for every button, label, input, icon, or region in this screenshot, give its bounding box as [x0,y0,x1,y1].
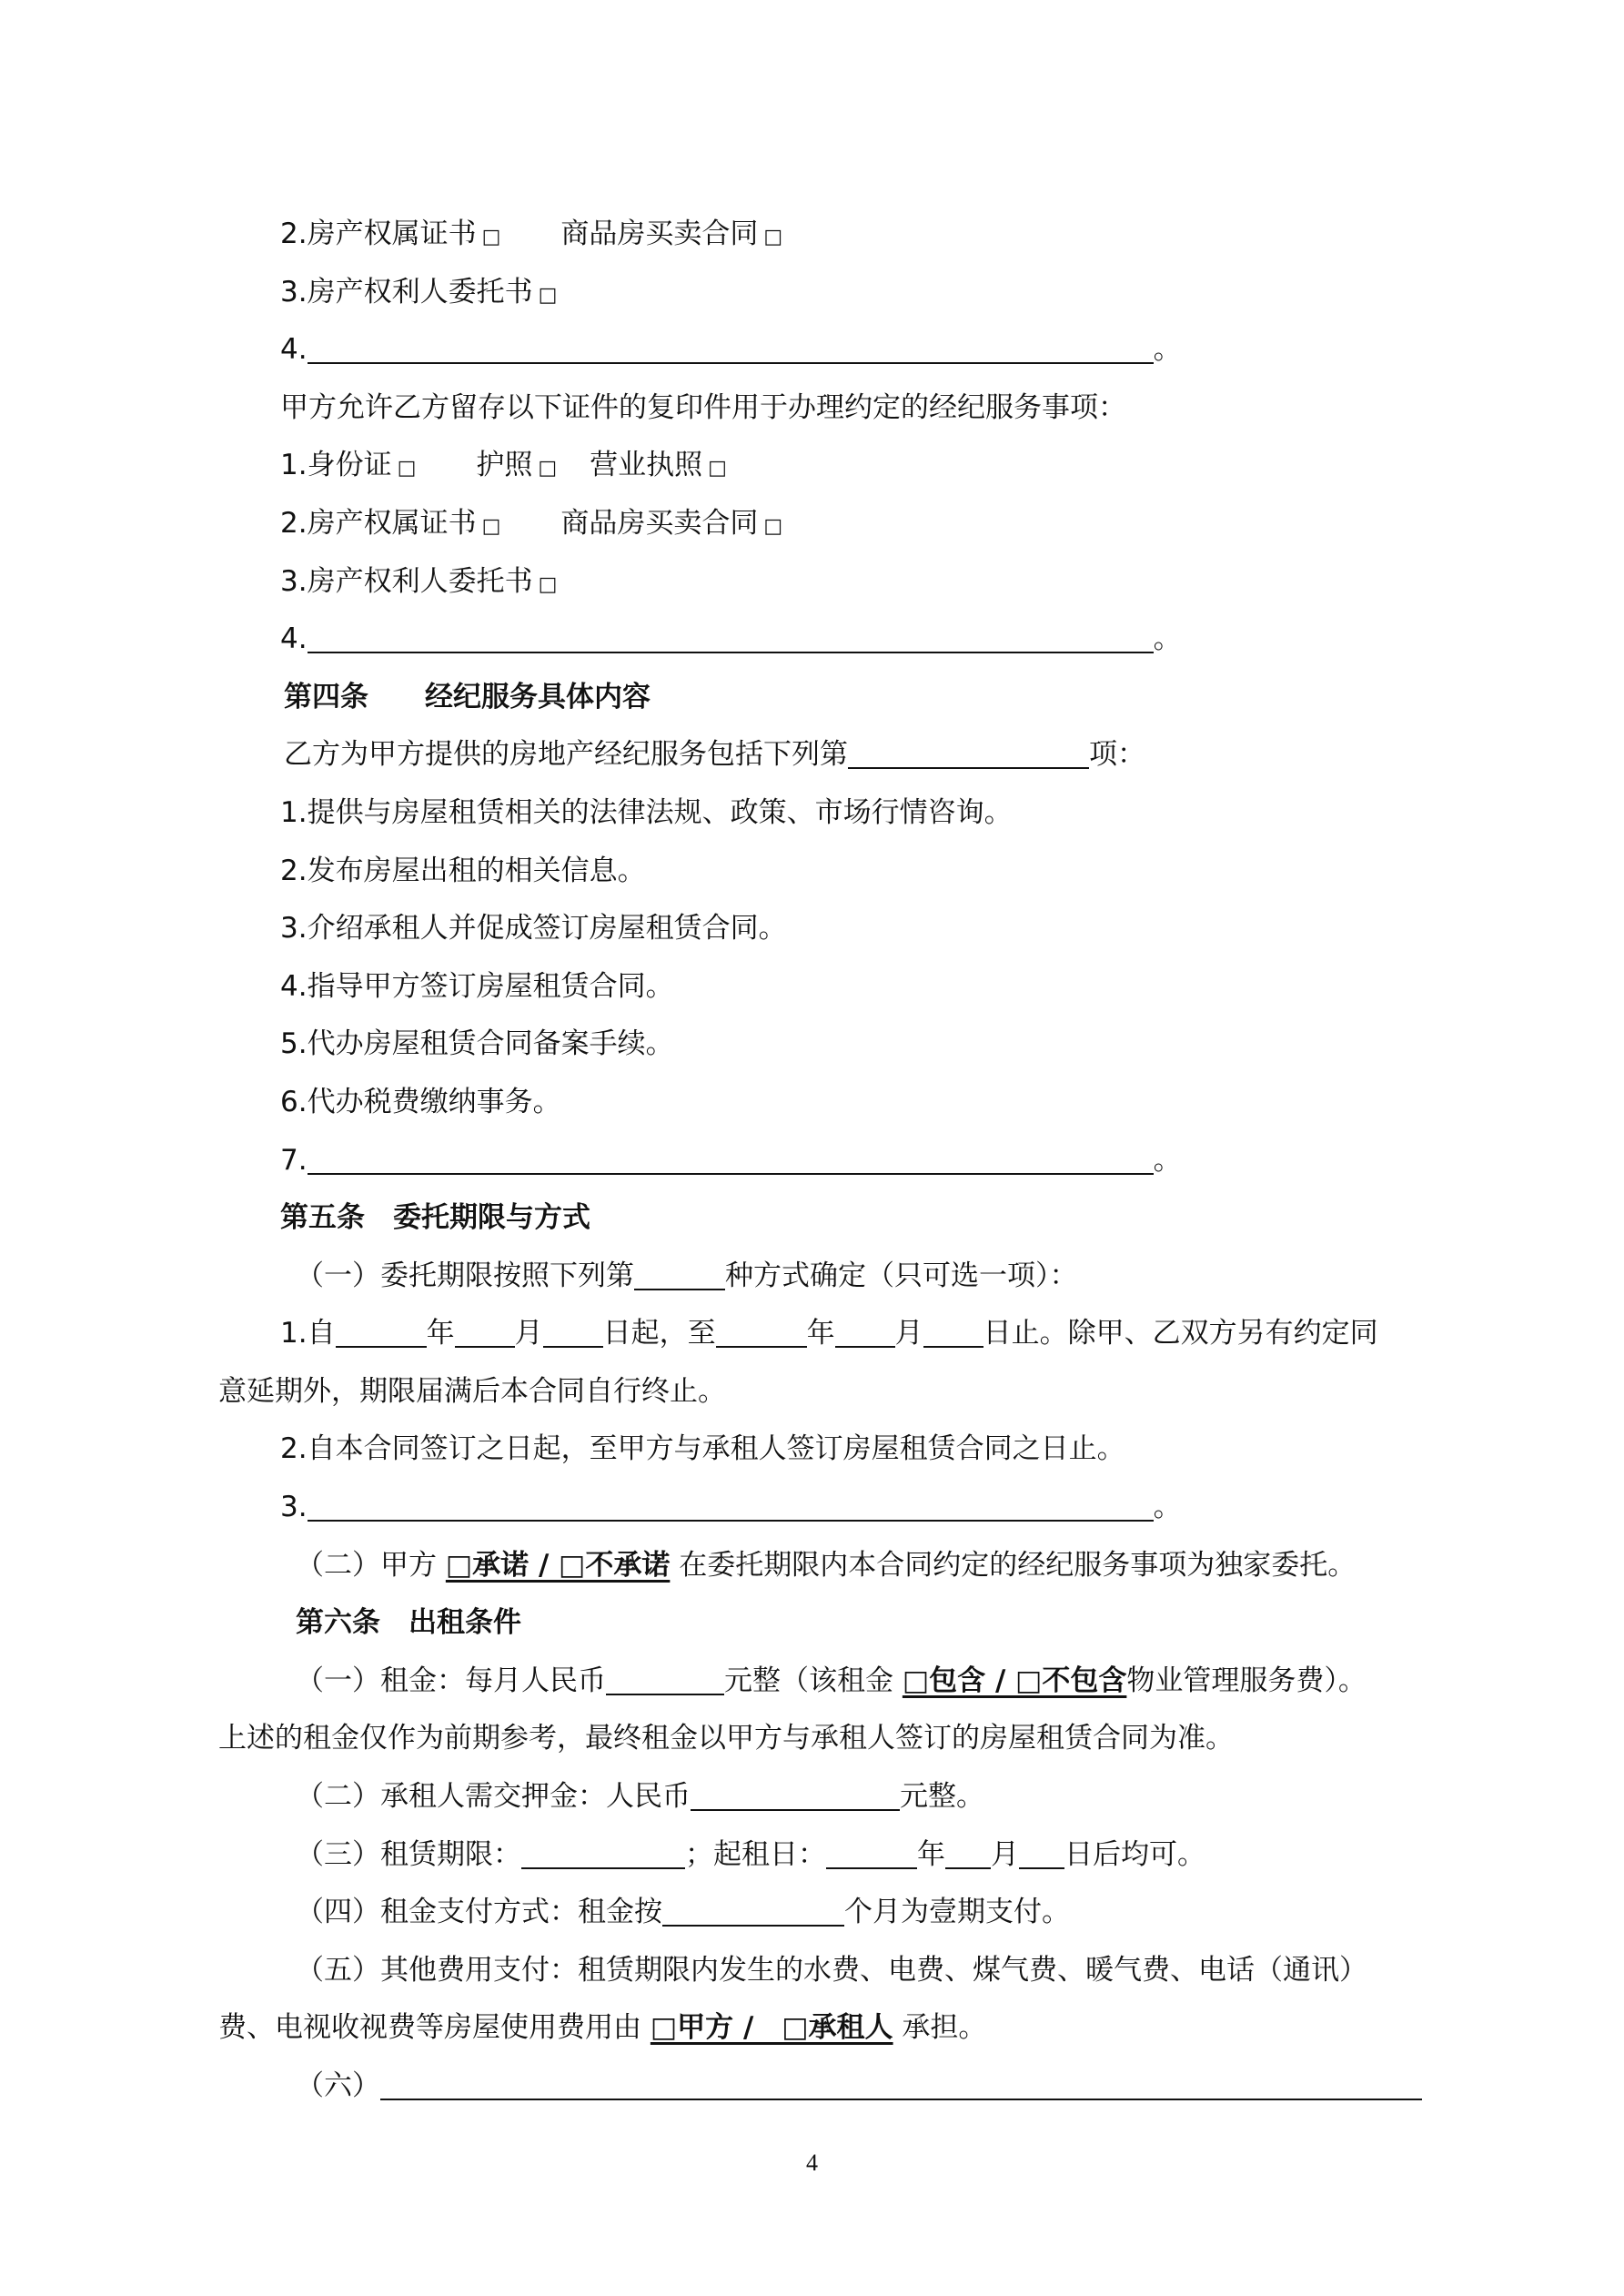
checkbox[interactable]: □ [397,457,417,480]
text: 日止。除甲、乙双方另有约定同 [983,1317,1378,1350]
text: 年 [806,1317,835,1350]
line [0,1479,1624,1537]
section-heading: 第五条 委托期限与方式 [280,1201,590,1235]
line [0,1653,1624,1711]
text: 元整。 [900,1780,984,1814]
line: 6.代办税费缴纳事务。 [280,1085,561,1118]
blank-field[interactable] [543,1310,603,1348]
page-number: 4 [806,2149,818,2176]
line: 3.介绍承租人并促成签订房屋租赁合同。 [280,912,787,946]
text: ；起租日： [685,1837,826,1871]
line [0,611,1624,669]
line [0,437,1624,495]
text: 月 [514,1317,543,1350]
blank-field[interactable] [945,1831,991,1869]
line [0,553,1624,612]
line [0,206,1624,264]
text: 1.身份证 [280,449,392,482]
checkbox[interactable]: □ [763,226,783,248]
checkbox[interactable]: □ [481,226,501,248]
text: 日后均可。 [1064,1837,1205,1871]
text: 甲方允许乙方留存以下证件的复印件用于办理约定的经纪服务事项： [280,390,1126,424]
line: 4.指导甲方签订房屋租赁合同。 [280,969,674,1003]
blank-field[interactable] [380,2062,1422,2100]
text: 承担。 [902,2011,987,2045]
text: 年 [917,1837,945,1871]
text: 元整（该租金 [724,1664,893,1697]
line: （五）其他费用支付：租赁期限内发生的水费、电费、煤气费、暖气费、电话（通讯） [296,1953,1367,1987]
blank-field[interactable] [308,1483,1154,1522]
line: 2.自本合同签订之日起，至甲方与承租人签订房屋租赁合同之日止。 [280,1432,1125,1466]
text: 3.房产权利人委托书 [280,564,533,598]
text: 7. [280,1143,308,1177]
checkbox[interactable]: □ [538,283,558,307]
blank-field[interactable] [835,1310,895,1348]
text: 费、电视收视费等房屋使用费用由 [218,2011,641,2045]
blank-field[interactable] [308,615,1154,653]
line [0,1305,1624,1363]
blank-field[interactable] [848,731,1089,769]
text: 4. [280,333,308,367]
blank-field[interactable] [1019,1831,1064,1869]
line [0,726,1624,784]
checkbox[interactable]: □ [763,514,783,538]
blank-field[interactable] [606,1657,724,1695]
blank-field[interactable] [826,1831,917,1869]
text: 4. [280,622,308,656]
text: 3. [280,1491,308,1524]
checkbox[interactable]: □ [481,514,501,538]
commitment-option[interactable]: □承诺 / □不承诺 [445,1548,671,1582]
line [0,1132,1624,1190]
text: （四）租金支付方式：租金按 [296,1896,662,1929]
blank-field[interactable] [521,1831,685,1869]
line [0,1884,1624,1942]
text: 2.房产权属证书 [280,506,477,540]
line [0,495,1624,553]
text: 商品房买卖合同 [560,217,759,250]
text: 。 [1153,622,1182,656]
line [0,321,1624,379]
line [0,2058,1624,2116]
text: （一）租金：每月人民币 [296,1664,606,1697]
text: （三）租赁期限： [296,1837,521,1871]
text: （二）承租人需交押金：人民币 [296,1780,691,1814]
text: 护照 [476,449,533,482]
text: 物业管理服务费）。 [1126,1664,1367,1697]
text: 在委托期限内本合同约定的经纪服务事项为独家委托。 [679,1548,1357,1582]
text: 种方式确定（只可选一项）： [725,1259,1078,1292]
blank-field[interactable] [634,1252,725,1290]
text: 个月为壹期支付。 [844,1896,1070,1929]
section-heading: 第四条 经纪服务具体内容 [284,680,651,713]
checkbox[interactable]: □ [538,457,558,480]
text: （二）甲方 [296,1548,437,1582]
text: 。 [1153,333,1182,367]
text: 2.房产权属证书 [280,217,477,250]
text: （六） [296,2069,380,2102]
fee-option[interactable]: □包含 / □不包含 [902,1664,1127,1697]
section-heading: 第六条 出租条件 [296,1606,521,1640]
line [0,379,1624,438]
text: 月 [991,1837,1019,1871]
blank-field[interactable] [691,1773,900,1811]
line: 1.提供与房屋租赁相关的法律法规、政策、市场行情咨询。 [280,795,1013,829]
text: 。 [1153,1143,1182,1177]
payer-option[interactable]: □甲方 / □承租人 [650,2011,893,2045]
line: 上述的租金仅作为前期参考，最终租金以甲方与承租人签订的房屋租赁合同为准。 [218,1722,1234,1755]
text: 。 [1153,1491,1182,1524]
text: 项： [1089,738,1145,772]
text: 乙方为甲方提供的房地产经纪服务包括下列第 [284,738,848,772]
line [0,1768,1624,1826]
text: 日起，至 [602,1317,716,1350]
checkbox[interactable]: □ [538,572,558,596]
text: 月 [894,1317,923,1350]
blank-field[interactable] [308,1137,1154,1175]
line: 5.代办房屋租赁合同备案手续。 [280,1027,674,1061]
blank-field[interactable] [716,1310,807,1348]
line [0,1248,1624,1306]
checkbox[interactable]: □ [708,457,727,480]
document-body [0,206,1624,2116]
line [0,1826,1624,1885]
line [0,264,1624,322]
blank-field[interactable] [455,1310,515,1348]
line: 2.发布房屋出租的相关信息。 [280,854,646,887]
line [0,1537,1624,1595]
line: 意延期外，期限届满后本合同自行终止。 [218,1374,726,1408]
text: 3.房产权利人委托书 [280,275,533,308]
blank-field[interactable] [923,1310,983,1348]
blank-field[interactable] [336,1310,427,1348]
text: 1.自 [280,1317,336,1350]
text: （一）委托期限按照下列第 [296,1259,634,1292]
blank-field[interactable] [308,326,1154,364]
text: 年 [426,1317,455,1350]
text: 商品房买卖合同 [560,506,759,540]
text: 营业执照 [590,449,703,482]
blank-field[interactable] [662,1888,844,1927]
line [0,1999,1624,2058]
